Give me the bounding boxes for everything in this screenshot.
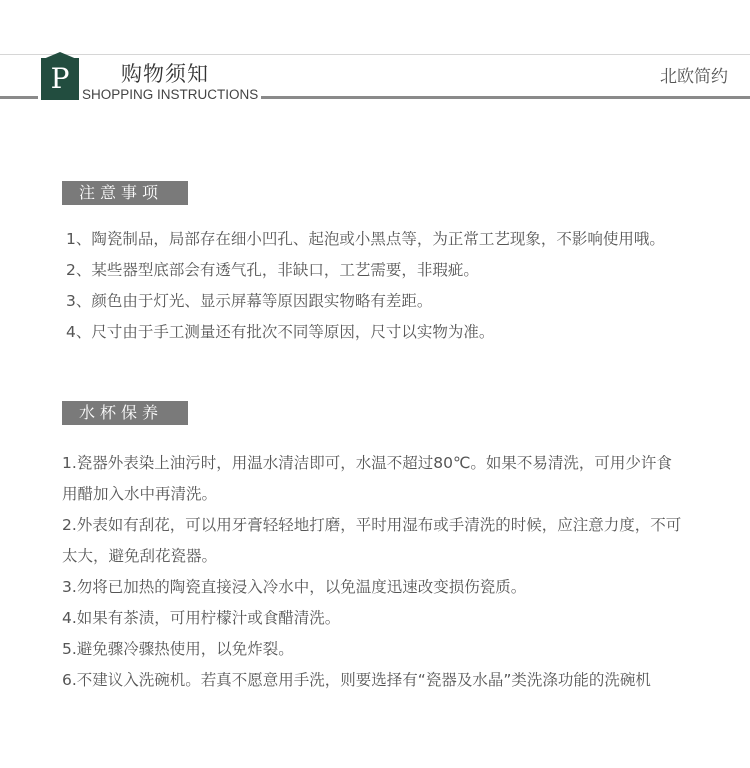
list-item: 3、颜色由于灯光、显示屏幕等原因跟实物略有差距。 (66, 292, 433, 310)
page-title: 购物须知 (121, 62, 209, 86)
section-care (62, 448, 684, 696)
section-heading-care: 水杯保养 (62, 401, 188, 425)
list-item: 2.外表如有刮花，可以用牙膏轻轻地打磨，平时用湿布或手清洗的时候，应注意力度，不可太大，避免刮花瓷器。 (62, 516, 682, 565)
section-heading-notes: 注意事项 (62, 181, 188, 205)
list-item: 2、某些器型底部会有透气孔，非缺口，工艺需要，非瑕疵。 (66, 261, 479, 279)
list-item: 1.瓷器外表染上油污时，用温水清洁即可，水温不超过80℃。如果不易清洗，可用少许食用醋加入水中再清洗。 (62, 454, 672, 503)
list-item: 4、尺寸由于手工测量还有批次不同等原因，尺寸以实物为准。 (66, 323, 495, 341)
logo-letter: P (50, 62, 70, 95)
page-subtitle: SHOPPING INSTRUCTIONS (82, 87, 261, 103)
list-item: 6.不建议入洗碗机。若真不愿意用手洗，则要选择有“瓷器及水晶”类洗涤功能的洗碗机 (62, 671, 651, 689)
list-item: 5.避免骤冷骤热使用，以免炸裂。 (62, 640, 294, 658)
list-item: 1、陶瓷制品，局部存在细小凹孔、起泡或小黑点等，为正常工艺现象，不影响使用哦。 (66, 230, 665, 248)
style-label: 北欧简约 (660, 67, 728, 87)
section-notes (66, 224, 686, 348)
list-item: 3.勿将已加热的陶瓷直接浸入冷水中，以免温度迅速改变损伤瓷质。 (62, 578, 527, 596)
top-divider (0, 54, 750, 55)
list-item: 4.如果有茶渍，可用柠檬汁或食醋清洗。 (62, 609, 341, 627)
